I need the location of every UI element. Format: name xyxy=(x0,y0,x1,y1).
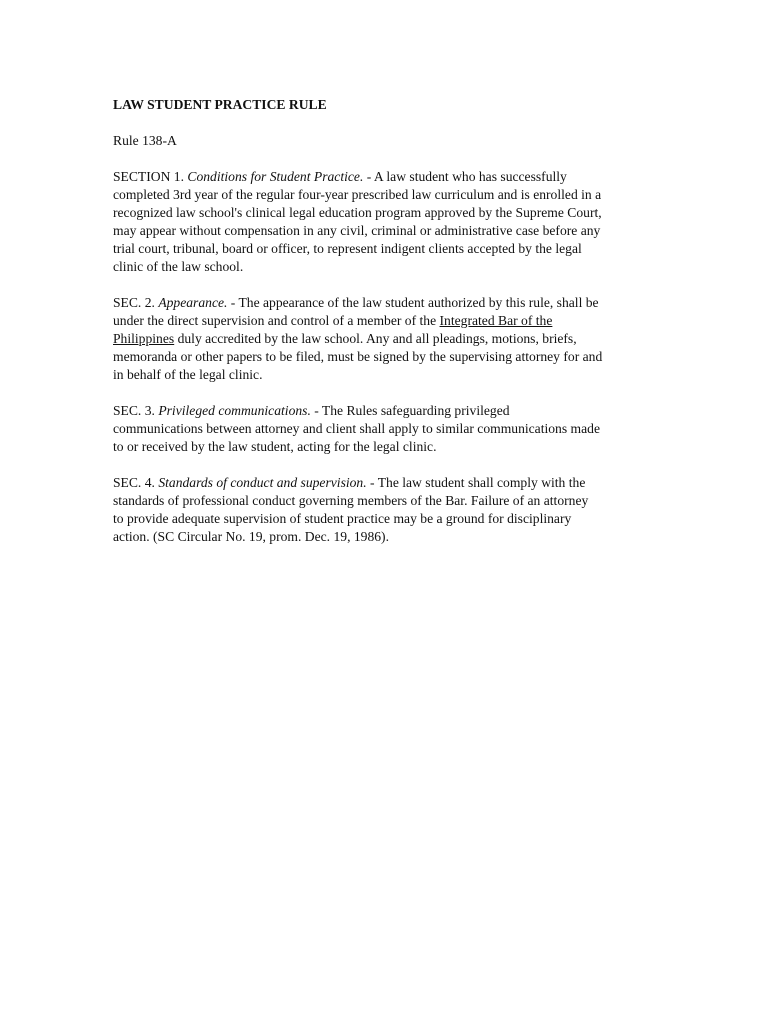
section-line xyxy=(113,204,658,222)
section-line xyxy=(113,402,658,420)
section-line xyxy=(113,186,658,204)
section-4 xyxy=(113,474,658,546)
section-heading: Appearance. xyxy=(158,295,228,310)
body-text: to provide adequate supervision of student practice may be a ground for disciplinary xyxy=(113,511,572,526)
document-title: LAW STUDENT PRACTICE RULE xyxy=(113,97,327,112)
body-text: may appear without compensation in any civil, criminal or administrative case before any xyxy=(113,223,601,238)
body-text: - The appearance of the law student authorized by this rule, shall be xyxy=(227,295,599,310)
section-line xyxy=(113,240,658,258)
section-line xyxy=(113,438,658,456)
body-text: in behalf of the legal clinic. xyxy=(113,367,263,382)
section-3 xyxy=(113,402,658,456)
document-page xyxy=(113,96,658,564)
body-text: clinic of the law school. xyxy=(113,259,244,274)
section-line xyxy=(113,528,658,546)
section-line xyxy=(113,294,658,312)
section-line xyxy=(113,348,658,366)
body-text: to or received by the law student, acting for the legal clinic. xyxy=(113,439,437,454)
body-text: - The Rules safeguarding privileged xyxy=(310,403,510,418)
body-text: communications between attorney and client shall apply to similar communications made xyxy=(113,421,600,436)
body-text: - A law student who has successfully xyxy=(363,169,567,184)
section-line xyxy=(113,168,658,186)
section-line xyxy=(113,312,658,330)
body-text: under the direct supervision and control of a member of the xyxy=(113,313,440,328)
sections-container xyxy=(113,168,658,546)
underlined-text: Philippines xyxy=(113,331,175,346)
section-2 xyxy=(113,294,658,384)
body-text: - The law student shall comply with the xyxy=(366,475,586,490)
section-line xyxy=(113,492,658,510)
underlined-text: Integrated Bar of the xyxy=(439,313,553,328)
section-heading: Standards of conduct and supervision. xyxy=(158,475,367,490)
body-text: SEC. 3. xyxy=(113,403,159,418)
body-text: SEC. 4. xyxy=(113,475,159,490)
body-text: SEC. 2. xyxy=(113,295,159,310)
body-text: recognized law school's clinical legal education program approved by the Supreme Court, xyxy=(113,205,602,220)
section-line xyxy=(113,258,658,276)
section-heading: Conditions for Student Practice. xyxy=(187,169,364,184)
rule-number: Rule 138-A xyxy=(113,133,177,148)
section-line xyxy=(113,366,658,384)
body-text: duly accredited by the law school. Any and all pleadings, motions, briefs, xyxy=(174,331,577,346)
body-text: trial court, tribunal, board or officer, to represent indigent clients accepted by the legal xyxy=(113,241,582,256)
body-text: standards of professional conduct governing members of the Bar. Failure of an attorney xyxy=(113,493,589,508)
section-line xyxy=(113,474,658,492)
section-line xyxy=(113,222,658,240)
section-1 xyxy=(113,168,658,276)
body-text: SECTION 1. xyxy=(113,169,188,184)
body-text: memoranda or other papers to be filed, must be signed by the supervising attorney for and xyxy=(113,349,603,364)
section-line xyxy=(113,330,658,348)
section-heading: Privileged communications. xyxy=(158,403,311,418)
section-line xyxy=(113,420,658,438)
body-text: completed 3rd year of the regular four-year prescribed law curriculum and is enrolled in a xyxy=(113,187,602,202)
section-line xyxy=(113,510,658,528)
body-text: action. (SC Circular No. 19, prom. Dec. 19, 1986). xyxy=(113,529,389,544)
